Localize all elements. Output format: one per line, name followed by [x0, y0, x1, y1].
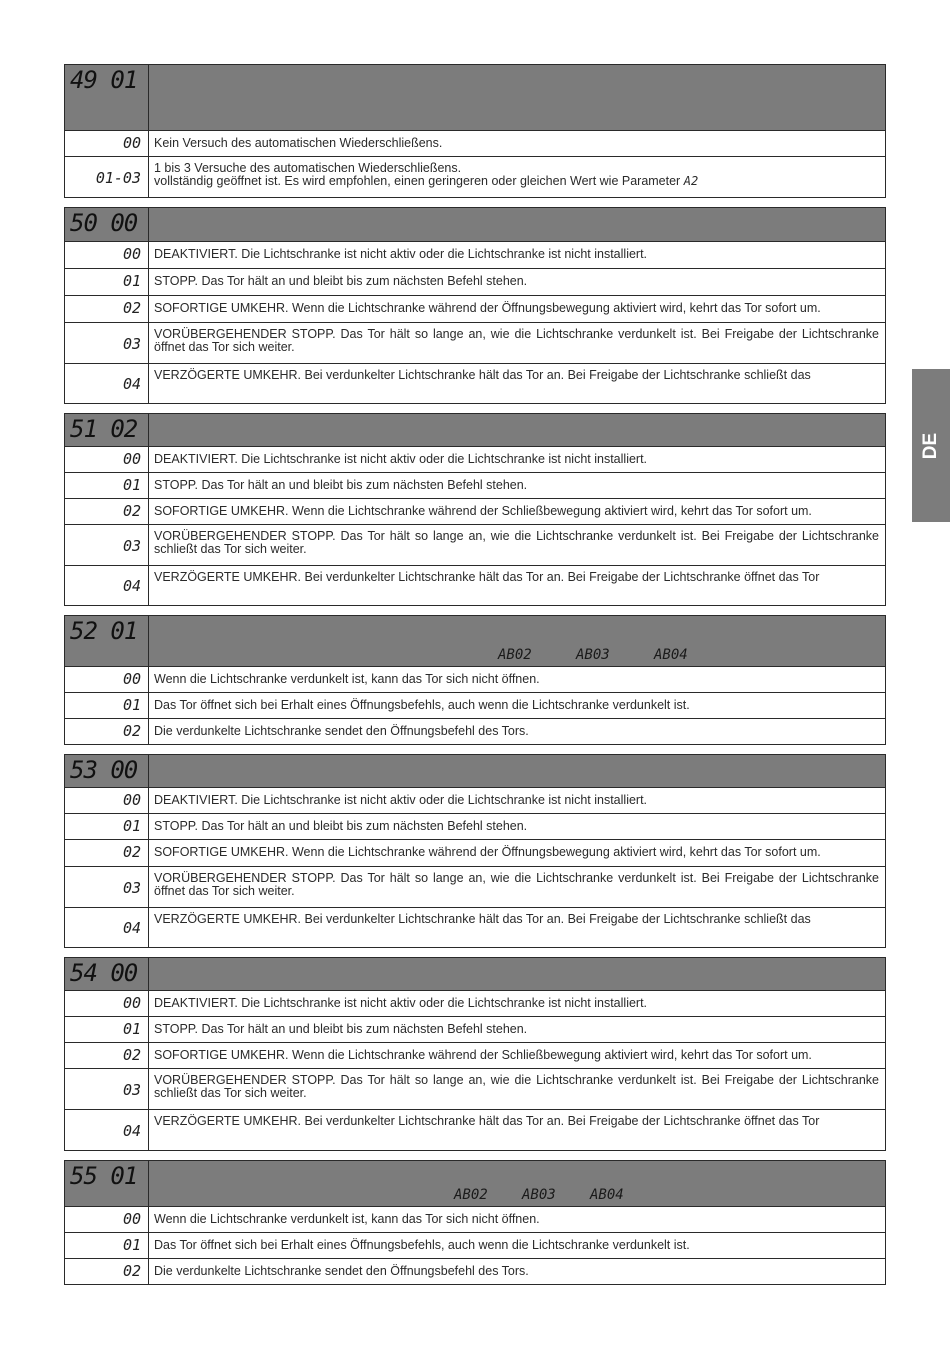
- parameter-table: [64, 957, 886, 1151]
- option-value: 03: [65, 525, 149, 566]
- option-text: STOPP. Das Tor hält an und bleibt bis zum nächsten Befehl stehen.: [154, 478, 528, 492]
- option-text: SOFORTIGE UMKEHR. Wenn die Lichtschranke während der Öffnungsbewegung aktiviert wird, kehrt das Tor sofort um.: [154, 301, 821, 315]
- option-description: [149, 364, 886, 404]
- parameter-header: [149, 1161, 886, 1207]
- language-tab-label: DE: [920, 432, 941, 459]
- option-description: [149, 499, 886, 525]
- option-text: VORÜBERGEHENDER STOPP. Das Tor hält so lange an, wie die Lichtschranke verdunkelt ist. Bei Freigabe der Lichtschranke schließt das Tor sich weiter.: [154, 529, 879, 556]
- parameter-code: 52 01: [65, 616, 149, 667]
- option-text: VORÜBERGEHENDER STOPP. Das Tor hält so lange an, wie die Lichtschranke verdunkelt ist. Bei Freigabe der Lichtschranke öffnet das Tor sich weiter.: [154, 327, 879, 354]
- option-value: 03: [65, 323, 149, 364]
- option-description: [149, 867, 886, 908]
- parameter-code: 51 02: [65, 414, 149, 447]
- option-value: 03: [65, 1069, 149, 1110]
- option-text: DEAKTIVIERT. Die Lichtschranke ist nicht aktiv oder die Lichtschranke ist nicht installiert.: [154, 793, 648, 807]
- option-value: 01-03: [65, 157, 149, 198]
- header-codes: [498, 647, 732, 663]
- option-value: 04: [65, 364, 149, 404]
- option-description: [149, 323, 886, 364]
- option-value: 01: [65, 269, 149, 296]
- option-description: [149, 788, 886, 814]
- parameter-header: [149, 958, 886, 991]
- parameter-code: 54 00: [65, 958, 149, 991]
- option-text: Wenn die Lichtschranke verdunkelt ist, kann das Tor sich nicht öffnen.: [154, 672, 540, 686]
- option-description: [149, 667, 886, 693]
- parameter-table: [64, 615, 886, 745]
- option-value: 01: [65, 1233, 149, 1259]
- option-value: 04: [65, 566, 149, 606]
- option-description: [149, 991, 886, 1017]
- header-codes: [454, 1187, 658, 1203]
- option-value: 00: [65, 991, 149, 1017]
- option-text: STOPP. Das Tor hält an und bleibt bis zum nächsten Befehl stehen.: [154, 819, 528, 833]
- option-text: DEAKTIVIERT. Die Lichtschranke ist nicht aktiv oder die Lichtschranke ist nicht installiert.: [154, 247, 648, 261]
- option-description: [149, 840, 886, 867]
- option-description: [149, 566, 886, 606]
- option-description: [149, 1207, 886, 1233]
- option-description: [149, 242, 886, 269]
- option-text: Die verdunkelte Lichtschranke sendet den Öffnungsbefehl des Tors.: [154, 1264, 529, 1278]
- parameter-code: 53 00: [65, 755, 149, 788]
- header-code: AB03: [576, 647, 610, 663]
- parameter-table: [64, 64, 886, 198]
- option-value: 04: [65, 1110, 149, 1151]
- option-value: 02: [65, 296, 149, 323]
- parameter-table: [64, 754, 886, 948]
- option-text: SOFORTIGE UMKEHR. Wenn die Lichtschranke während der Schließbewegung aktiviert wird, kehrt das Tor sofort um.: [154, 1048, 812, 1062]
- header-code: AB02: [498, 647, 532, 663]
- option-text: VERZÖGERTE UMKEHR. Bei verdunkelter Lichtschranke hält das Tor an. Bei Freigabe der Lichtschranke öffnet das Tor: [154, 1114, 820, 1128]
- option-description: [149, 473, 886, 499]
- option-value: 02: [65, 719, 149, 745]
- parameter-table: [64, 413, 886, 606]
- option-value: 01: [65, 814, 149, 840]
- header-code: AB03: [522, 1187, 556, 1203]
- option-value: 03: [65, 867, 149, 908]
- option-text: SOFORTIGE UMKEHR. Wenn die Lichtschranke während der Schließbewegung aktiviert wird, kehrt das Tor sofort um.: [154, 504, 812, 518]
- option-value: 00: [65, 667, 149, 693]
- parameter-table: [64, 1160, 886, 1285]
- option-description: [149, 296, 886, 323]
- option-text: DEAKTIVIERT. Die Lichtschranke ist nicht aktiv oder die Lichtschranke ist nicht installiert.: [154, 996, 648, 1010]
- option-text: VERZÖGERTE UMKEHR. Bei verdunkelter Lichtschranke hält das Tor an. Bei Freigabe der Lichtschranke schließt das: [154, 368, 811, 382]
- option-text: Das Tor öffnet sich bei Erhalt eines Öffnungsbefehls, auch wenn die Lichtschranke verdunkelt ist.: [154, 698, 690, 712]
- option-value: 00: [65, 788, 149, 814]
- option-text: STOPP. Das Tor hält an und bleibt bis zum nächsten Befehl stehen.: [154, 1022, 528, 1036]
- option-description: [149, 1259, 886, 1285]
- parameter-reference-code: A2: [683, 174, 699, 188]
- option-text: VORÜBERGEHENDER STOPP. Das Tor hält so lange an, wie die Lichtschranke verdunkelt ist. Bei Freigabe der Lichtschranke öffnet das Tor sich weiter.: [154, 871, 879, 898]
- option-description: [149, 269, 886, 296]
- option-text: VORÜBERGEHENDER STOPP. Das Tor hält so lange an, wie die Lichtschranke verdunkelt ist. Bei Freigabe der Lichtschranke schließt das Tor sich weiter.: [154, 1073, 879, 1100]
- option-text: DEAKTIVIERT. Die Lichtschranke ist nicht aktiv oder die Lichtschranke ist nicht installiert.: [154, 452, 648, 466]
- parameter-header: [149, 414, 886, 447]
- option-description: [149, 131, 886, 157]
- option-description: [149, 693, 886, 719]
- option-value: 02: [65, 1043, 149, 1069]
- option-description: [149, 1233, 886, 1259]
- option-text: VERZÖGERTE UMKEHR. Bei verdunkelter Lichtschranke hält das Tor an. Bei Freigabe der Lichtschranke öffnet das Tor: [154, 570, 820, 584]
- option-description: [149, 157, 886, 198]
- option-value: 01: [65, 693, 149, 719]
- option-value: 01: [65, 473, 149, 499]
- option-description: [149, 1043, 886, 1069]
- option-text: STOPP. Das Tor hält an und bleibt bis zum nächsten Befehl stehen.: [154, 274, 528, 288]
- option-description: [149, 525, 886, 566]
- option-value: 00: [65, 1207, 149, 1233]
- parameter-header: [149, 616, 886, 667]
- option-description: [149, 1110, 886, 1151]
- option-text: SOFORTIGE UMKEHR. Wenn die Lichtschranke während der Öffnungsbewegung aktiviert wird, kehrt das Tor sofort um.: [154, 845, 821, 859]
- option-description: [149, 1069, 886, 1110]
- language-tab: [912, 369, 950, 522]
- option-value: 00: [65, 447, 149, 473]
- header-code: AB02: [454, 1187, 488, 1203]
- option-text: 1 bis 3 Versuche des automatischen Wiederschließens.: [154, 161, 462, 175]
- option-text: Die verdunkelte Lichtschranke sendet den Öffnungsbefehl des Tors.: [154, 724, 529, 738]
- option-value: 04: [65, 908, 149, 948]
- option-text-continued: vollständig geöffnet ist. Es wird empfohlen, einen geringeren oder gleichen Wert wie Parameter: [154, 174, 681, 188]
- option-text: Das Tor öffnet sich bei Erhalt eines Öffnungsbefehls, auch wenn die Lichtschranke verdunkelt ist.: [154, 1238, 690, 1252]
- option-value: 01: [65, 1017, 149, 1043]
- option-value: 02: [65, 840, 149, 867]
- option-description: [149, 1017, 886, 1043]
- option-description: [149, 719, 886, 745]
- option-text: VERZÖGERTE UMKEHR. Bei verdunkelter Lichtschranke hält das Tor an. Bei Freigabe der Lichtschranke schließt das: [154, 912, 811, 926]
- option-value: 02: [65, 1259, 149, 1285]
- parameter-header: [149, 208, 886, 242]
- option-description: [149, 814, 886, 840]
- option-description: [149, 447, 886, 473]
- parameter-header: [149, 65, 886, 131]
- parameter-tables: [64, 64, 886, 1294]
- header-code: AB04: [654, 647, 688, 663]
- parameter-code: 50 00: [65, 208, 149, 242]
- option-description: [149, 908, 886, 948]
- option-value: 00: [65, 242, 149, 269]
- parameter-table: [64, 207, 886, 404]
- option-text: Wenn die Lichtschranke verdunkelt ist, kann das Tor sich nicht öffnen.: [154, 1212, 540, 1226]
- option-value: 02: [65, 499, 149, 525]
- parameter-code: 55 01: [65, 1161, 149, 1207]
- parameter-header: [149, 755, 886, 788]
- option-text: Kein Versuch des automatischen Wiederschließens.: [154, 136, 443, 150]
- header-code: AB04: [590, 1187, 624, 1203]
- parameter-code: 49 01: [65, 65, 149, 131]
- option-value: 00: [65, 131, 149, 157]
